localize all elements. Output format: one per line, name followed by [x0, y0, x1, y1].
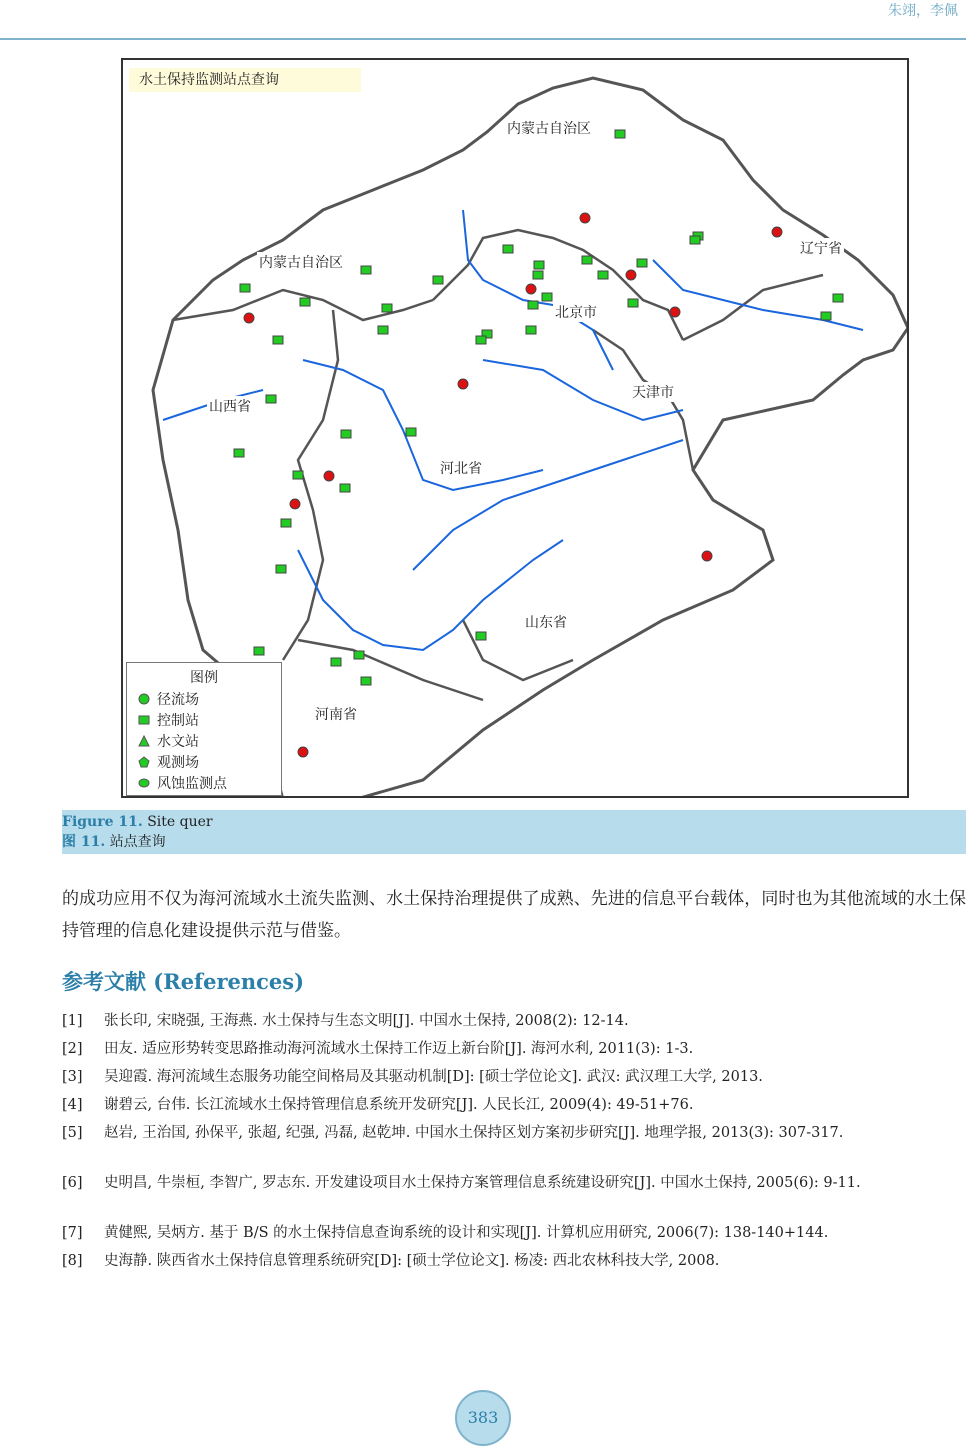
control-station-marker: [476, 336, 486, 344]
reference-item: [62, 1010, 966, 1032]
control-station-marker: [637, 259, 647, 267]
legend-label: 控制站: [157, 713, 199, 729]
caption-zh-label: 图 11.: [62, 834, 106, 850]
control-station-marker: [331, 658, 341, 666]
green-circle-icon: [137, 692, 151, 706]
map-title: 水土保持监测站点查询: [129, 68, 361, 92]
map-figure: [121, 58, 909, 798]
control-station-marker: [526, 326, 536, 334]
control-station-marker: [503, 245, 513, 253]
legend-item-hydro: [137, 731, 199, 751]
green-dot-icon: [137, 776, 151, 790]
label-liaoning: 辽宁省: [798, 238, 844, 258]
reference-item: [62, 1038, 966, 1060]
control-station-marker: [341, 430, 351, 438]
runoff-site-marker: [580, 213, 590, 223]
label-hebei: 河北省: [438, 458, 484, 478]
runoff-site-marker: [670, 307, 680, 317]
label-shanxi: 山西省: [207, 396, 253, 416]
caption-zh-text: 站点查询: [109, 834, 166, 850]
reference-text: 谢碧云, 台伟. 长江流域水土保持管理信息系统开发研究[J]. 人民长江, 2009(4): 49-51+76.: [104, 1097, 694, 1113]
reference-item: [62, 1122, 966, 1166]
runoff-site-marker: [772, 227, 782, 237]
control-station-marker: [281, 519, 291, 527]
legend-label: 水文站: [157, 734, 199, 750]
control-station-marker: [300, 298, 310, 306]
legend-item-field: [137, 752, 199, 772]
control-station-marker: [293, 471, 303, 479]
references-heading: 参考文献 (References): [62, 969, 305, 994]
legend-title: 图例: [190, 670, 218, 686]
reference-item: [62, 1094, 966, 1116]
figure-caption: [62, 810, 966, 854]
label-henan: 河南省: [313, 704, 359, 724]
reference-number: [8]: [62, 1253, 83, 1269]
caption-en-label: Figure 11.: [62, 814, 143, 830]
label-inner-mongolia-west: 内蒙古自治区: [257, 252, 345, 272]
reference-number: [4]: [62, 1097, 83, 1113]
legend-item-runoff: [137, 689, 199, 709]
reference-number: [1]: [62, 1013, 83, 1029]
runoff-site-marker: [324, 471, 334, 481]
legend-item-control: [137, 710, 199, 730]
green-pentagon-icon: [137, 755, 151, 769]
control-station-marker: [690, 236, 700, 244]
label-shandong: 山东省: [523, 612, 569, 632]
control-station-marker: [528, 301, 538, 309]
control-station-marker: [354, 651, 364, 659]
reference-number: [3]: [62, 1069, 83, 1085]
map-legend: [126, 662, 282, 796]
runoff-site-marker: [458, 379, 468, 389]
control-station-marker: [361, 266, 371, 274]
control-station-marker: [266, 395, 276, 403]
control-station-marker: [382, 304, 392, 312]
legend-label: 风蚀监测点: [157, 776, 227, 792]
reference-text: 张长印, 宋晓强, 王海燕. 水土保持与生态文明[J]. 中国水土保持, 2008(2): 12-14.: [104, 1013, 629, 1029]
control-station-marker: [254, 647, 264, 655]
runoff-site-marker: [526, 284, 536, 294]
control-station-marker: [433, 276, 443, 284]
reference-item: [62, 1250, 966, 1272]
reference-item: [62, 1222, 966, 1244]
references-list: [62, 1010, 966, 1272]
control-station-marker: [361, 677, 371, 685]
control-station-marker: [582, 256, 592, 264]
body-paragraph: 的成功应用不仅为海河流域水土流失监测、水土保持治理提供了成熟、先进的信息平台载体，同时也为其他流域的水土保持管理的信息化建设提供示范与借鉴。: [62, 889, 966, 941]
label-tianjin: 天津市: [630, 382, 676, 402]
header-authors: 朱翊，李佩: [888, 3, 958, 19]
label-beijing: 北京市: [553, 302, 599, 322]
control-station-marker: [378, 326, 388, 334]
caption-en-text: Site quer: [147, 814, 213, 830]
control-station-marker: [833, 294, 843, 302]
control-station-marker: [276, 565, 286, 573]
control-station-marker: [240, 284, 250, 292]
reference-number: [6]: [62, 1175, 83, 1191]
reference-item: [62, 1066, 966, 1088]
control-station-marker: [273, 336, 283, 344]
reference-text: 吴迎霞. 海河流域生态服务功能空间格局及其驱动机制[D]: [硕士学位论文]. 武汉: 武汉理工大学, 2013.: [104, 1069, 763, 1085]
reference-text: 史明昌, 牛崇桓, 李智广, 罗志东. 开发建设项目水土保持方案管理信息系统建设研究[J]. 中国水土保持, 2005(6): 9-11.: [104, 1175, 861, 1191]
green-square-icon: [137, 713, 151, 727]
legend-label: 观测场: [157, 755, 199, 771]
control-station-marker: [542, 293, 552, 301]
control-station-marker: [598, 271, 608, 279]
reference-item: [62, 1172, 966, 1216]
runoff-site-marker: [626, 270, 636, 280]
legend-item-wind: [137, 773, 227, 793]
control-station-marker: [821, 312, 831, 320]
control-station-marker: [406, 428, 416, 436]
runoff-site-marker: [244, 313, 254, 323]
reference-number: [7]: [62, 1225, 83, 1241]
reference-text: 史海静. 陕西省水土保持信息管理系统研究[D]: [硕士学位论文]. 杨凌: 西北农林科技大学, 2008.: [104, 1253, 720, 1269]
legend-label: 径流场: [157, 692, 199, 708]
header-rule: [0, 38, 966, 40]
runoff-site-marker: [702, 551, 712, 561]
reference-number: [5]: [62, 1125, 83, 1141]
label-inner-mongolia-north: 内蒙古自治区: [505, 118, 593, 138]
reference-text: 黄健熙, 吴炳方. 基于 B/S 的水土保持信息查询系统的设计和实现[J]. 计算机应用研究, 2006(7): 138-140+144.: [104, 1225, 829, 1241]
control-station-marker: [340, 484, 350, 492]
reference-number: [2]: [62, 1041, 83, 1057]
reference-text: 赵岩, 王治国, 孙保平, 张超, 纪强, 冯磊, 赵乾坤. 中国水土保持区划方案初步研究[J]. 地理学报, 2013(3): 307-317.: [104, 1125, 844, 1141]
control-station-marker: [615, 130, 625, 138]
green-triangle-icon: [137, 734, 151, 748]
control-station-marker: [534, 261, 544, 269]
control-station-marker: [628, 299, 638, 307]
runoff-site-marker: [298, 747, 308, 757]
page-number: 383: [455, 1390, 511, 1446]
control-station-marker: [234, 449, 244, 457]
reference-text: 田友. 适应形势转变思路推动海河流域水土保持工作迈上新台阶[J]. 海河水利, 2011(3): 1-3.: [104, 1041, 694, 1057]
control-station-marker: [476, 632, 486, 640]
control-station-marker: [533, 271, 543, 279]
runoff-site-marker: [290, 499, 300, 509]
